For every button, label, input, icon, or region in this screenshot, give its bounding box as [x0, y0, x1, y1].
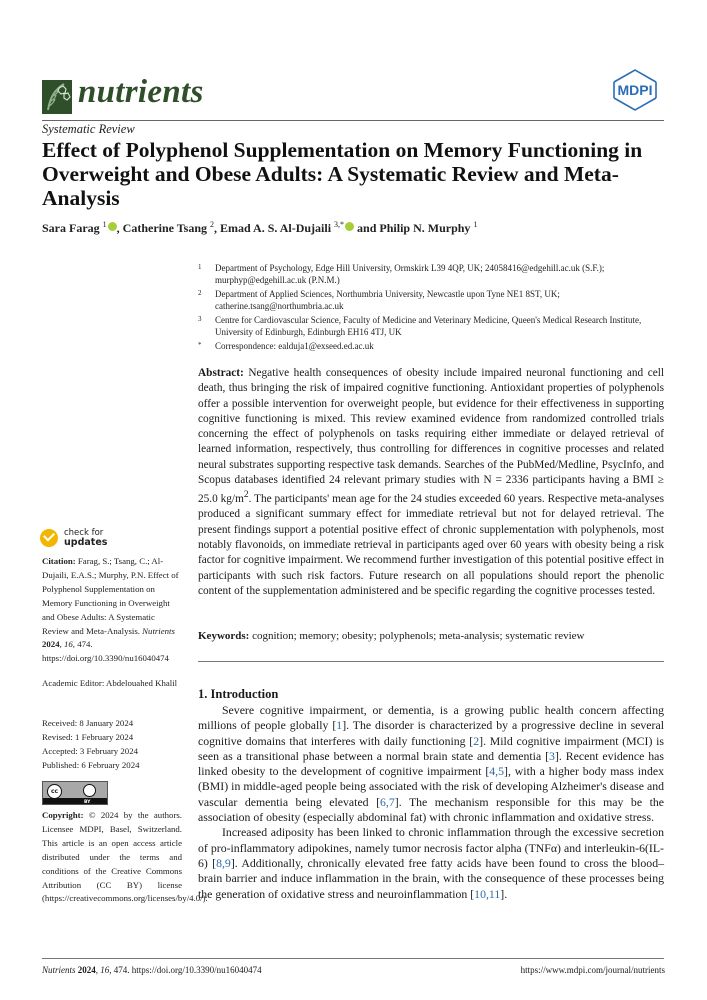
citation-doi-link[interactable]: , 474. https://doi.org/10.3390/nu16040474 [42, 639, 169, 664]
footer-journal-url[interactable]: https://www.mdpi.com/journal/nutrients [520, 965, 665, 975]
date-published: Published: 6 February 2024 [42, 759, 140, 770]
author-name[interactable]: Emad A. S. Al-Dujaili [220, 221, 332, 235]
paragraph: Increased adiposity has been linked to chronic inflammation through the excessive secretion of pro-inflammatory adipokines, namely tumor necrosis factor alpha (TNFα) and interleukin-6(IL-6) [8,9]. Additionally, chronically elevated free fatty acids have been found to cross the blood–brain barrier and induce inflammation in the brain, with the consequence of these processes being the generation of oxidative stress and neuroinflammation [10,11]. [198, 825, 664, 901]
check-icon [40, 529, 58, 547]
introduction-body [198, 703, 664, 902]
author-affil-sup: 2 [210, 220, 215, 229]
paragraph: Severe cognitive impairment, or dementia, is a growing public health concern affecting millions of people globally [1]. The disorder is characterized by a progressive decline in several cognitive domains that interferes with daily functioning [2]. Mild cognitive impairment (MCI) is seen as a transitional phase between a normal brain state and dementia [3]. Recent evidence has linked obesity to the development of cognitive impairment [4,5], with a higher body mass index (BMI) in middle-aged people being associated with the risk of developing Alzheimer's disease and vascular dementia being elevated [6,7]. The mechanism responsible for this may be the association of obesity (especially abdominal fat) with chronic inflammation and oxidative stress. [198, 703, 665, 825]
citation-link[interactable]: 8,9 [216, 855, 231, 870]
keywords: Keywords: cognition; memory; obesity; polyphenols; meta-analysis; systematic review [198, 630, 585, 642]
correspondence: * Correspondence: ealduja1@exseed.ed.ac.uk [198, 341, 374, 351]
author-affil-sup: 1 [102, 220, 107, 229]
journal-logo-icon [42, 80, 72, 114]
cc-by-license-icon[interactable]: cc BY [42, 781, 108, 805]
orcid-icon[interactable] [345, 222, 354, 231]
citation-link[interactable]: 1 [336, 718, 343, 733]
date-received: Received: 8 January 2024 [42, 718, 134, 728]
footer-doi-link[interactable]: , 474. https://doi.org/10.3390/nu16040474 [109, 965, 262, 975]
author-affil-sup: 1 [473, 220, 478, 229]
academic-editor: Academic Editor: Abdelouahed Khalil [42, 678, 178, 688]
citation-link[interactable]: 2 [473, 733, 480, 748]
attribution-person-icon [83, 784, 96, 797]
affiliation-item: 2 Department of Applied Sciences, Northumbria University, Newcastle upon Tyne NE1 8ST, UK; catherine.tsang@northumbria.ac.uk [198, 289, 560, 311]
article-type: Systematic Review [42, 122, 135, 136]
citation: Citation: Farag, S.; Tsang, C.; Al-Dujaili, E.A.S.; Murphy, P.N. Effect of Polyphenol Supplementation on Memory Functioning in Overweight and Obese Adults: A Systematic Review and Meta-Analysis. Nutrients 2024, 16, 474. https://doi.org/10.3390/nu16040474 [42, 556, 179, 664]
date-revised: Revised: 1 February 2024 [42, 731, 134, 742]
copyright-notice: Copyright: © 2024 by the authors. Licensee MDPI, Basel, Switzerland. This article is an open access article distributed under the terms and conditions of the Creative Commons Attribution (CC BY) license (https://creativecommons.org/licenses/by/4.0/). [42, 810, 208, 904]
mdpi-logo-icon[interactable] [610, 68, 660, 112]
svg-text:MDPI: MDPI [617, 82, 653, 98]
abstract: Abstract: Negative health consequences of obesity include impaired neuronal functioning and cell death, thus bringing the risk of impaired cognitive functioning. Antioxidant properties of polyphenols offer a possible intervention for overweight people, but evidence for their effectiveness in supporting cognitive functioning is mixed. This review examined evidence from randomized controlled trials concerning the effect of polyphenols on tasks requiring either immediate or delayed retrieval of learned information, respectively, thus controlling for differences in cognitive processes and related neural substrates supporting respective task demands. Searches of the PubMed/Medline, PsycInfo, and Scopus databases identified 24 relevant primary studies with N = 2336 participants having a BMI ≥ 25.0 $kg/m^2$. The participants' mean age for the 24 studies exceeded 60 years. Respective meta-analyses produced a significant summary effect for immediate retrieval but not for delayed retrieval. The present findings support a potential positive effect of chronic supplementation with polyphenols, most notably flavonoids, on immediate retrieval in participants aged over 60 years with obesity being a risk factor for cognitive impairment. We recommend further investigation of this potential positive effect in participants with such risk factors. Future research on all populations should report the phenolic content of the supplementation administered and be specific regarding the cognitive processes tested. [198, 367, 664, 597]
affiliation-item: 1 Department of Psychology, Edge Hill University, Ormskirk L39 4QP, UK; 24058416@edgehill.ac.uk (S.F.); murphyp@edgehill.ac.uk (P.N.M.) [198, 263, 605, 285]
orcid-icon[interactable] [108, 222, 117, 231]
check-for-updates-button[interactable]: check for updates [40, 526, 125, 550]
author-affil-sup: 3,* [334, 220, 345, 229]
author-name[interactable]: Philip N. Murphy [379, 221, 471, 235]
article-title: Effect of Polyphenol Supplementation on Memory Functioning in Overweight and Obese Adults: A Systematic Review and Meta-Analysis [42, 138, 643, 210]
footer-citation: Nutrients 2024, 16, 474. https://doi.org/10.3390/nu16040474 [42, 965, 262, 975]
abstract-divider [198, 661, 664, 662]
section-heading: 1. Introduction [198, 687, 279, 701]
affiliation-item: 3 Centre for Cardiovascular Science, Faculty of Medicine and Veterinary Medicine, Queen's Medical Research Institute, University of Edinburgh, Edinburgh EH16 4TJ, UK [198, 315, 642, 337]
author-name[interactable]: Catherine Tsang [122, 221, 208, 235]
footer-divider [42, 958, 664, 959]
abstract-label: Abstract: [198, 367, 244, 379]
author-name[interactable]: Sara Farag [42, 221, 100, 235]
header-divider [42, 120, 664, 121]
author-list: Sara Farag $^1$ , Catherine Tsang $^2$, Emad A. S. Al-Dujaili $^{3,*}$ and Philip N. Murphy $^1$ [42, 220, 478, 235]
citation-link[interactable]: 4,5 [489, 764, 505, 779]
citation-link[interactable]: 6,7 [380, 794, 395, 809]
journal-name: nutrients [78, 74, 204, 110]
affiliations [198, 262, 668, 354]
publication-dates [42, 717, 182, 773]
keywords-label: Keywords: [198, 630, 250, 642]
citation-link[interactable]: 3 [549, 748, 555, 763]
cc-icon: cc [47, 784, 62, 799]
date-accepted: Accepted: 3 February 2024 [42, 745, 139, 756]
citation-link[interactable]: 10,11 [474, 886, 501, 901]
